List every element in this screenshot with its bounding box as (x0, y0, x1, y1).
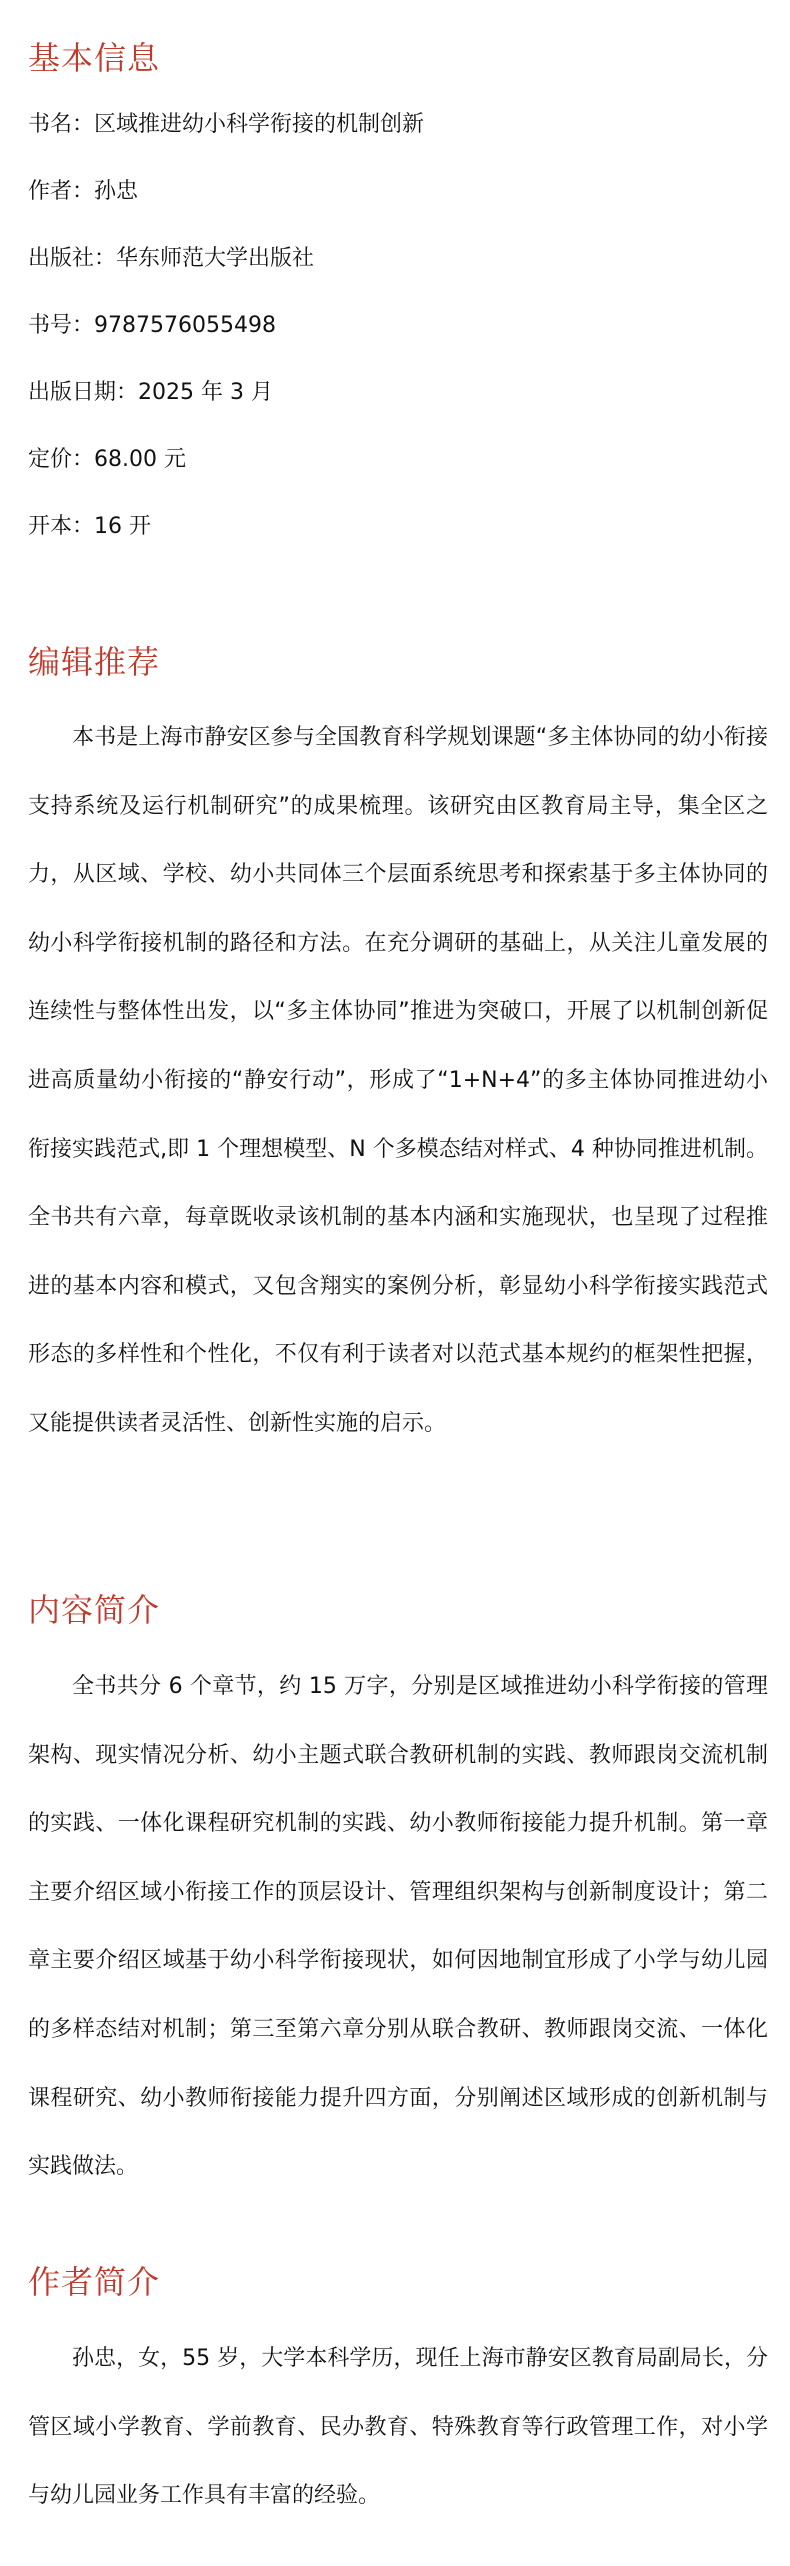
info-title (28, 110, 424, 140)
info-publisher (28, 244, 314, 274)
content-summary-heading: 内容简介 (28, 1591, 161, 1629)
info-label: 开本： (28, 514, 95, 539)
info-price (28, 445, 186, 475)
content-summary-text: 全书共分 6 个章节，约 15 万字，分别是区域推进幼小科学衔接的管理架构、现实情况分析、幼小主题式联合教研机制的实践、教师跟岗交流机制的实践、一体化课程研究机制的实践、幼小教师衔接能力提升机制。第一章主要介绍区域小衔接工作的顶层设计、管理组织架构与创新制度设计；第二章主要介绍区域基于幼小科学衔接现状，如何因地制宜形成了小学与幼儿园的多样态结对机制；第三至第六章分别从联合教研、教师跟岗交流、一体化课程研究、幼小教师衔接能力提升四方面，分别阐述区域形成的创新机制与实践做法。 (28, 1674, 768, 2180)
basic-info-heading: 基本信息 (28, 39, 161, 77)
info-pub-date (28, 378, 273, 408)
info-label: 书名： (28, 112, 95, 137)
info-value: 区域推进幼小科学衔接的机制创新 (94, 112, 425, 137)
info-value: 16 开 (94, 514, 152, 539)
info-label: 出版社： (28, 246, 117, 271)
editor-recommendation-heading: 编辑推荐 (28, 643, 161, 681)
info-value: 68.00 元 (94, 447, 186, 472)
info-isbn (28, 311, 276, 341)
info-value: 2025 年 3 月 (138, 380, 273, 405)
author-intro-text: 孙忠，女，55 岁，大学本科学历，现任上海市静安区教育局副局长，分管区域小学教育、学前教育、民办教育、特殊教育等行政管理工作，对小学与幼儿园业务工作具有丰富的经验。 (28, 2346, 768, 2509)
info-label: 定价： (28, 447, 95, 472)
info-label: 书号： (28, 313, 95, 338)
info-author (28, 177, 138, 207)
info-label: 作者： (28, 179, 95, 204)
info-value: 孙忠 (94, 179, 139, 204)
info-label: 出版日期： (28, 380, 139, 405)
editor-recommendation-text: 本书是上海市静安区参与全国教育科学规划课题“多主体协同的幼小衔接支持系统及运行机制研究”的成果梳理。该研究由区教育局主导，集全区之力，从区域、学校、幼小共同体三个层面系统思考和探索基于多主体协同的幼小科学衔接机制的路径和方法。在充分调研的基础上，从关注儿童发展的连续性与整体性出发，以“多主体协同”推进为突破口，开展了以机制创新促进高质量幼小衔接的“静安行动”，形成了“1+N+4”的多主体协同推进幼小衔接实践范式,即 1 个理想模型、N 个多模态结对样式、4 种协同推进机制。 全书共有六章，每章既收录该机制的基本内涵和实施现状，也呈现了过程推进的基本内容和模式，又包含翔实的案例分析，彰显幼小科学衔接实践范式形态的多样性和个性化，不仅有利于读者对以范式基本规约的框架性把握，又能提供读者灵活性、创新性实施的启示。 (28, 725, 768, 1436)
info-format (28, 512, 151, 542)
info-value: 9787576055498 (94, 313, 276, 338)
author-intro-heading: 作者简介 (28, 2263, 161, 2301)
info-value: 华东师范大学出版社 (116, 246, 315, 271)
